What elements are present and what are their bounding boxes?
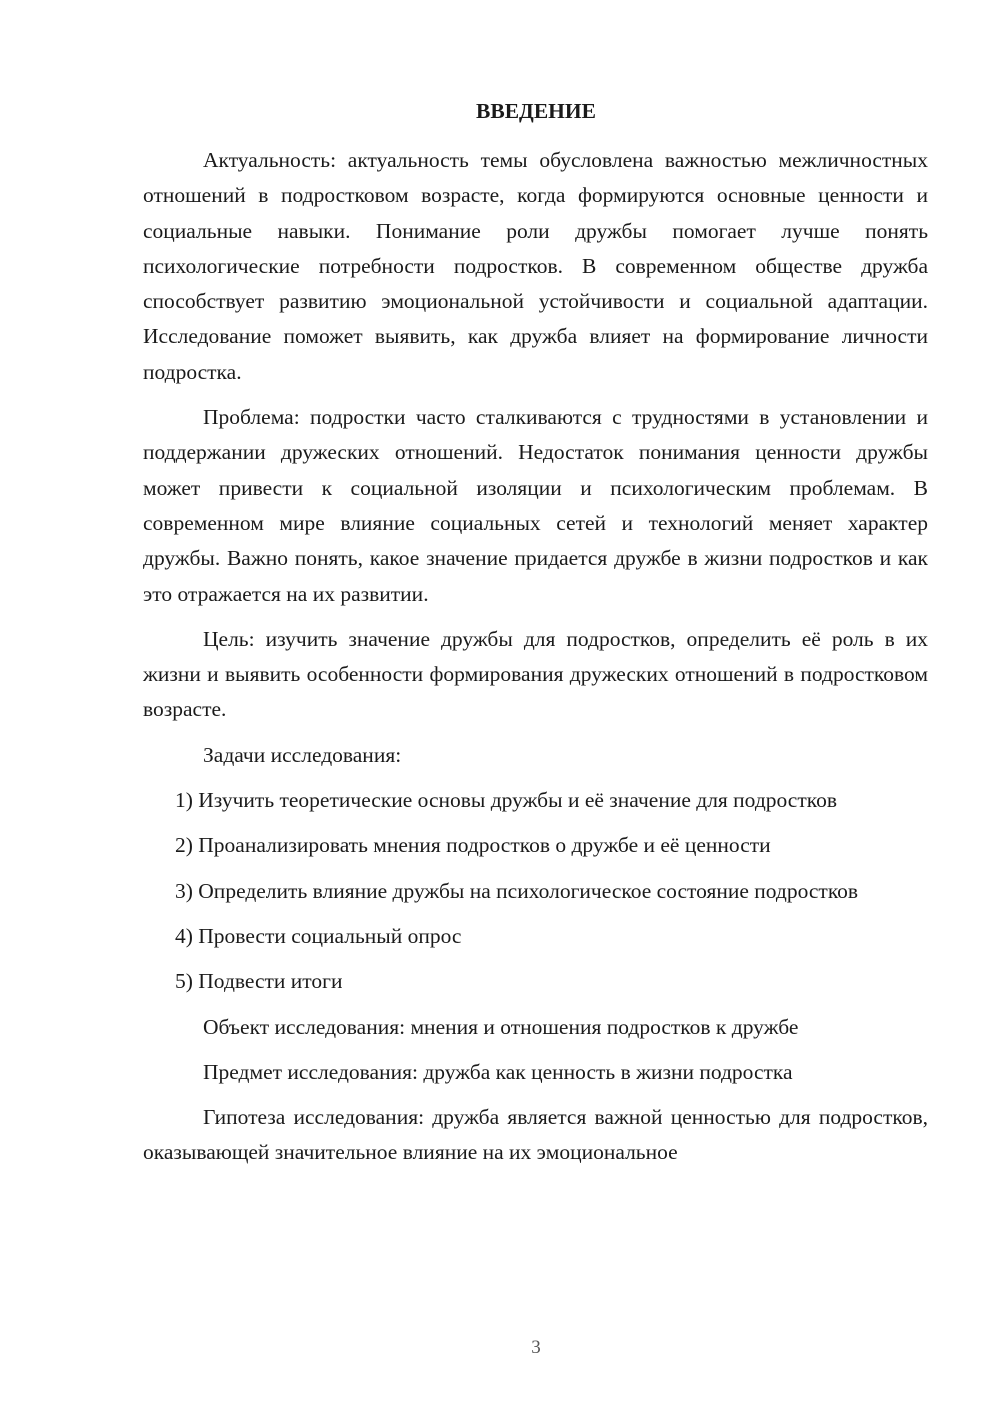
task-item: 2) Проанализировать мнения подростков о дружбе и её ценности bbox=[175, 833, 771, 858]
page-content bbox=[143, 94, 928, 1181]
problem-paragraph: Проблема: подростки часто сталкиваются с трудностями в установлении и поддержании дружеских отношений. Недостаток понимания ценности дружбы может привести к социальной изоляции и психологическим проблемам. В современном мире влияние социальных сетей и технологий меняет характер дружбы. Важно понять, какое значение придается дружбе в жизни подростков и как это отражается на их развитии. bbox=[143, 405, 928, 606]
task-item: 1) Изучить теоретические основы дружбы и её значение для подростков bbox=[175, 788, 837, 813]
page-number: 3 bbox=[531, 1337, 541, 1358]
research-object-paragraph: Объект исследования: мнения и отношения подростков к дружбе bbox=[203, 1014, 799, 1039]
task-item: 4) Провести социальный опрос bbox=[175, 923, 462, 948]
task-item: 5) Подвести итоги bbox=[175, 969, 343, 994]
goal-paragraph: Цель: изучить значение дружбы для подростков, определить её роль в их жизни и выявить особенности формирования дружеских отношений в подростковом возрасте. bbox=[143, 626, 928, 722]
section-title: ВВЕДЕНИЕ bbox=[476, 99, 596, 123]
relevance-paragraph: Актуальность: актуальность темы обусловлена важностью межличностных отношений в подростковом возрасте, когда формируются основные ценности и социальные навыки. Понимание роли дружбы помогает лучше понять психологические потребности подростков. В современном обществе дружба способствует развитию эмоциональной устойчивости и социальной адаптации. Исследование поможет выявить, как дружба влияет на формирование личности подростка. bbox=[143, 148, 928, 384]
task-item: 3) Определить влияние дружбы на психологическое состояние подростков bbox=[175, 878, 859, 903]
hypothesis-paragraph: Гипотеза исследования: дружба является важной ценностью для подростков, оказывающей значительное влияние на их эмоциональное bbox=[143, 1105, 928, 1165]
tasks-heading: Задачи исследования: bbox=[203, 742, 402, 767]
research-subject-paragraph: Предмет исследования: дружба как ценность в жизни подростка bbox=[203, 1059, 793, 1084]
